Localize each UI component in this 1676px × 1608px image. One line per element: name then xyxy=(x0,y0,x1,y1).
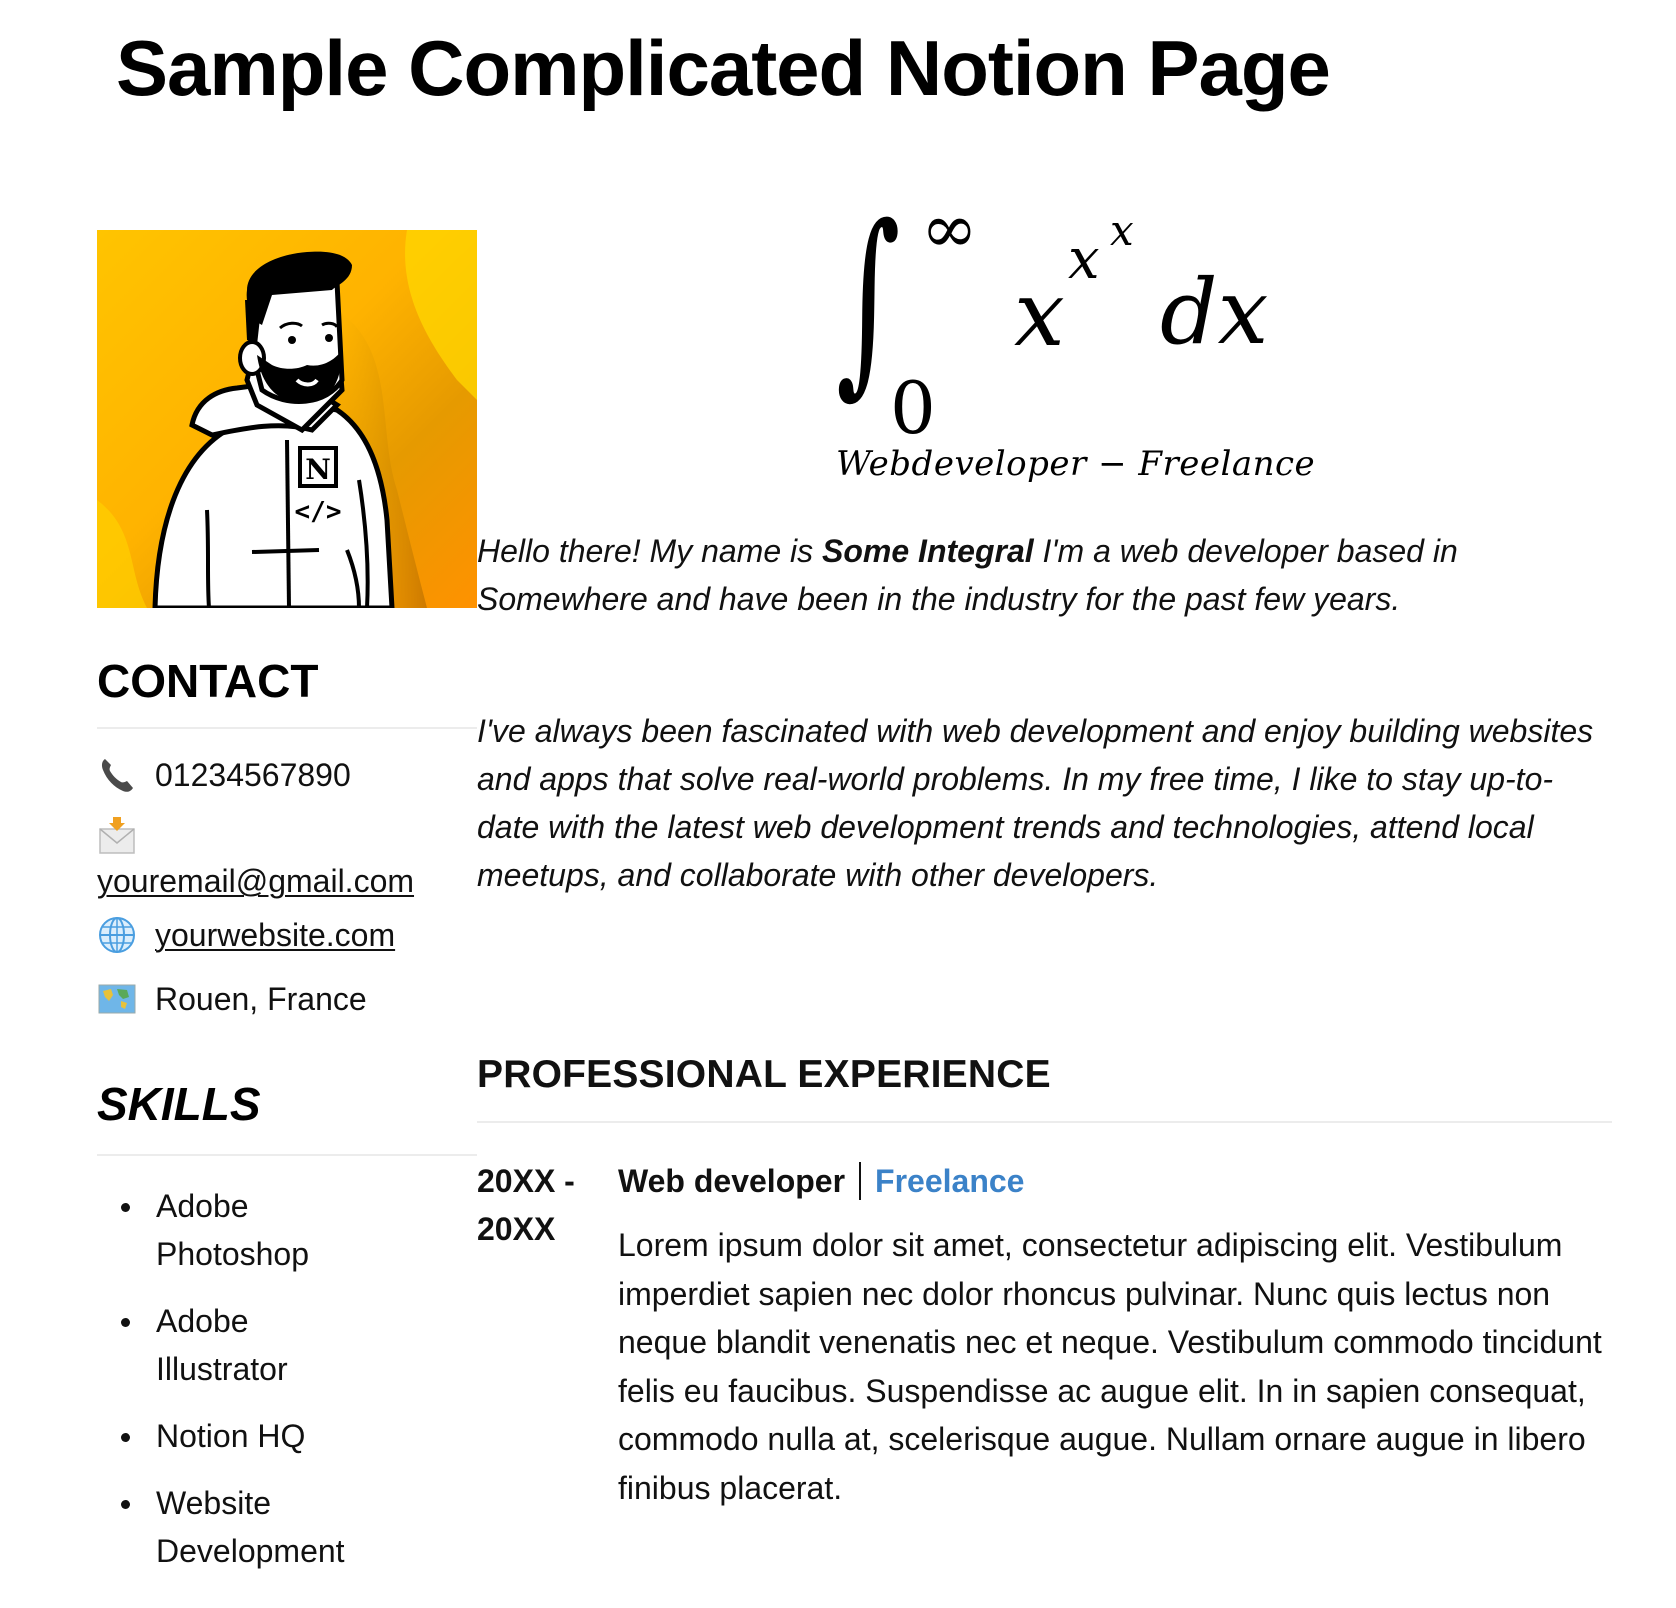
contact-website xyxy=(97,903,477,967)
contact-email xyxy=(97,807,477,903)
integral-lower-bound: 0 xyxy=(890,366,936,450)
skill-item: Adobe Photoshop xyxy=(97,1182,477,1278)
equation-exponent: x xyxy=(1068,227,1100,292)
experience-entry xyxy=(477,1157,1612,1512)
website-link[interactable]: yourwebsite.com xyxy=(155,916,396,953)
phone-icon xyxy=(97,755,137,795)
job-role: Web developer xyxy=(618,1163,846,1199)
intro-paragraph-1: Hello there! My name is Some Integral I'm a web developer based in Somewhere and have been in the industry for the past few years. xyxy=(477,533,1458,617)
svg-text:</>: </> xyxy=(294,497,342,527)
contact-list xyxy=(97,743,477,1031)
equation-caption: Webdeveloper − Freelance xyxy=(836,444,1316,484)
phone-number: 01234567890 xyxy=(155,756,351,793)
equation-exponent-nested: x xyxy=(1110,206,1134,255)
math-equation xyxy=(828,183,1316,490)
avatar xyxy=(97,230,477,608)
globe-icon xyxy=(97,915,137,955)
right-column xyxy=(477,527,1612,1512)
email-link[interactable]: youremail@gmail.com xyxy=(97,863,415,900)
experience-body xyxy=(618,1157,1612,1512)
skill-item: Adobe Illustrator xyxy=(97,1297,477,1393)
left-column xyxy=(97,230,477,1594)
experience-description: Lorem ipsum dolor sit amet, consectetur adipiscing elit. Vestibulum imperdiet sapien nec dolor rhoncus pulvinar. Nunc quis lectus non neque blandit venenatis nec et neque. Vestibulum commodo tincidunt felis eu faucibus. Suspendisse ac augue elit. In in sapien consequat, commodo nulla at, scelerisque augue. Nullam ornare augue in libero finibus placerat. xyxy=(618,1227,1602,1506)
skill-item: Notion HQ xyxy=(97,1412,477,1460)
company-name: Freelance xyxy=(875,1163,1025,1199)
world-map-icon xyxy=(97,979,137,1019)
contact-location xyxy=(97,967,477,1031)
experience-heading: PROFESSIONAL EXPERIENCE xyxy=(477,1053,1612,1123)
experience-dates: 20XX - 20XX xyxy=(477,1163,575,1247)
svg-text:N: N xyxy=(305,453,331,486)
location-text: Rouen, France xyxy=(155,980,367,1017)
skill-item: Website Development xyxy=(97,1479,477,1575)
skills-list xyxy=(97,1182,477,1575)
page-title: Sample Complicated Notion Page xyxy=(116,24,1330,112)
integral-upper-bound: ∞ xyxy=(921,190,978,269)
equation-base: x xyxy=(1014,262,1065,367)
integral-sign: ∫ xyxy=(836,183,901,416)
intro-paragraph-2: I've always been fascinated with web development and enjoy building websites and apps that solve real-world problems. In my free time, I like to stay up-to-date with the latest web development trends and technologies, attend local meetups, and collaborate with other developers. xyxy=(477,713,1594,893)
envelope-icon xyxy=(97,815,137,855)
author-name: Some Integral xyxy=(822,533,1034,569)
contact-heading: CONTACT xyxy=(97,654,477,729)
contact-phone xyxy=(97,743,477,807)
developer-illustration-icon xyxy=(97,230,477,608)
experience-title xyxy=(618,1157,1612,1205)
skills-heading: SKILLS xyxy=(97,1077,477,1156)
equation-differential: dx xyxy=(1160,260,1269,365)
title-divider xyxy=(859,1162,861,1200)
